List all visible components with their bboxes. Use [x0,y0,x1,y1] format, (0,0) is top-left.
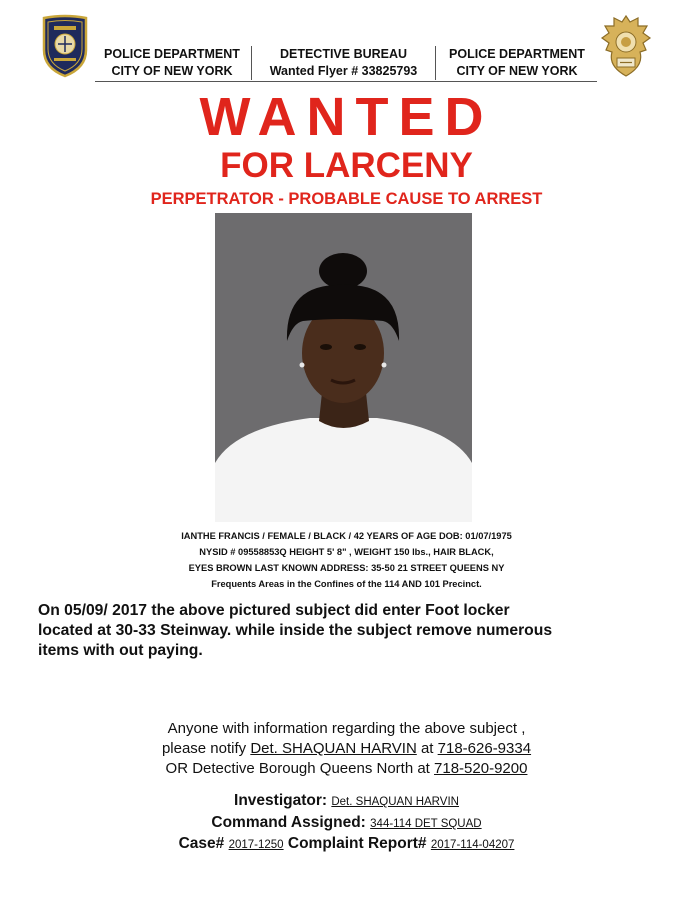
header-rule [95,81,597,82]
contact-at: at [420,740,434,757]
command-label: Command Assigned: [211,814,366,831]
command-row [0,812,693,835]
detective-name: Det. SHAQUAN HARVIN [250,740,417,757]
complaint-value: 2017-114-04207 [430,839,515,851]
contact-line [0,759,693,779]
case-row [0,833,693,856]
description-line: NYSID # 09558853Q HEIGHT 5' 8" , WEIGHT 150 lbs., HAIR BLACK, [199,547,494,557]
header-left-line1: POLICE DEPARTMENT [104,47,240,61]
description-line: IANTHE FRANCIS / FEMALE / BLACK / 42 YEARS OF AGE DOB: 01/07/1975 [181,531,512,541]
suspect-photo [215,213,472,522]
detective-shield-icon [600,14,652,78]
header-right-line1: POLICE DEPARTMENT [449,47,585,61]
contact-line [0,739,693,759]
description-line: Frequents Areas in the Confines of the 114 AND 101 Precinct. [211,579,482,589]
case-value: 2017-1250 [228,839,284,851]
investigator-row [0,790,693,813]
investigator-value: Det. SHAQUAN HARVIN [331,796,459,808]
header-left [96,46,248,80]
header-divider [251,46,252,80]
header-divider [435,46,436,80]
contact-prefix: please notify [161,740,247,757]
incident-line: items with out paying. [38,642,203,659]
description-line: EYES BROWN LAST KNOWN ADDRESS: 35-50 21 STREET QUEENS NY [188,563,505,573]
header-center [255,46,432,80]
case-label: Case# [178,835,225,852]
incident-narrative [38,601,668,661]
header-left-line2: CITY OF NEW YORK [111,64,233,78]
probable-cause-subtitle: PERPETRATOR - PROBABLE CAUSE TO ARREST [150,190,543,208]
header-center-line1: DETECTIVE BUREAU [279,47,408,61]
investigator-label: Investigator: [234,792,328,809]
header-right [439,46,595,80]
nypd-patch-icon [40,14,90,78]
contact-info [0,719,693,779]
borough-phone: 718-520-9200 [434,760,528,777]
contact-line: Anyone with information regarding the above subject , [167,720,526,737]
wanted-headline: WANTED [199,87,494,147]
charge-title: FOR LARCENY [220,146,473,185]
header-right-line2: CITY OF NEW YORK [456,64,578,78]
complaint-label: Complaint Report# [287,835,427,852]
incident-line: located at 30-33 Steinway. while inside the subject remove numerous [38,622,553,639]
header-center-line2: Wanted Flyer # 33825793 [269,64,418,78]
command-value: 344-114 DET SQUAD [370,818,482,830]
borough-prefix: OR Detective Borough Queens North at [165,760,430,777]
incident-line: On 05/09/ 2017 the above pictured subject did enter Foot locker [38,602,510,619]
detective-phone: 718-626-9334 [437,740,532,757]
suspect-description [0,528,693,592]
